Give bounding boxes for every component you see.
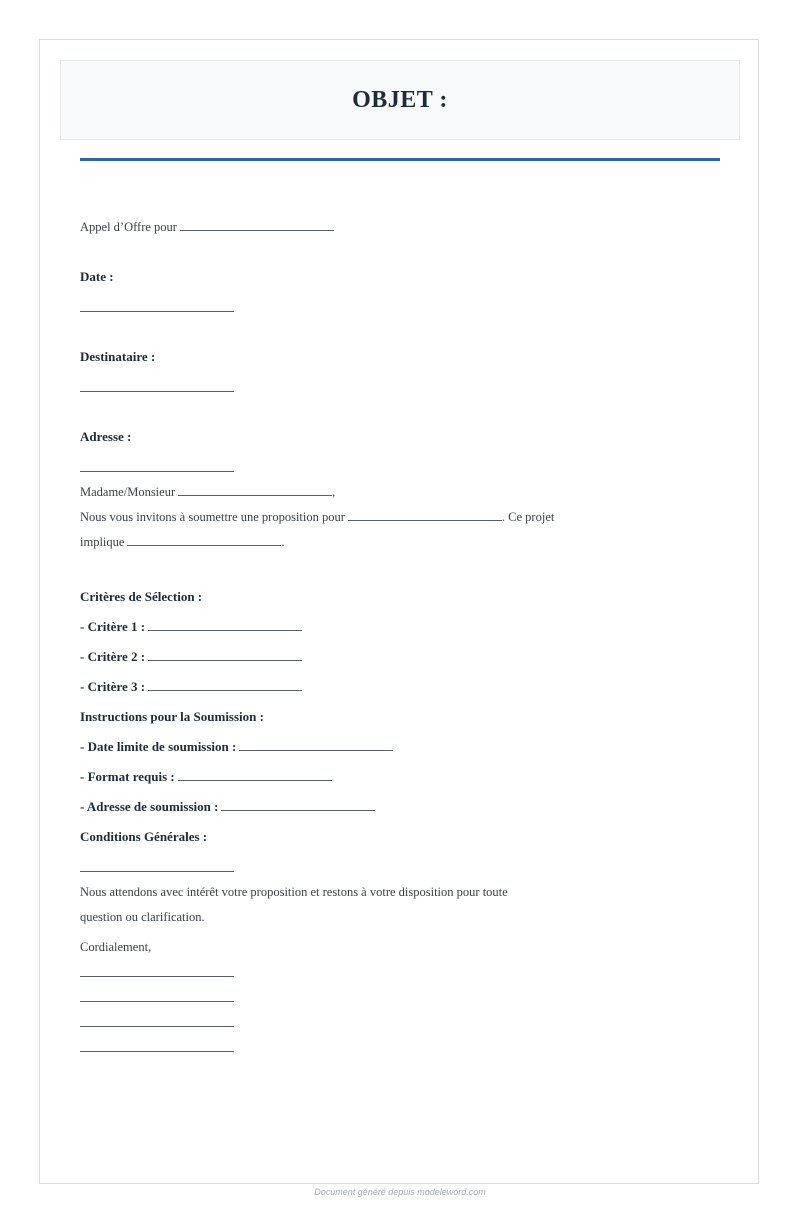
implique-text: implique (80, 535, 125, 549)
salutation-line (80, 484, 335, 500)
conditions-blank[interactable] (80, 871, 234, 872)
date-limite-blank[interactable] (239, 739, 393, 751)
critere-2-label: - Critère 2 : (80, 649, 146, 664)
invite-suffix: . Ce projet (501, 510, 555, 524)
critere-3-line (80, 679, 302, 695)
implique-blank[interactable] (127, 534, 281, 546)
page-title: OBJET : (352, 86, 448, 113)
signature-line-3[interactable] (80, 1026, 234, 1027)
invite-line (80, 509, 554, 525)
signature-line-2[interactable] (80, 1001, 234, 1002)
critere-1-blank[interactable] (148, 619, 302, 631)
critere-2-line (80, 649, 302, 665)
date-blank[interactable] (80, 311, 234, 312)
destinataire-blank[interactable] (80, 391, 234, 392)
format-requis-line (80, 769, 332, 785)
conditions-heading: Conditions Générales : (80, 829, 208, 844)
salutation-blank[interactable] (178, 484, 332, 496)
implique-suffix: . (281, 535, 285, 549)
critere-3-blank[interactable] (148, 679, 302, 691)
title-banner (60, 60, 740, 140)
appel-offre-blank[interactable] (180, 219, 334, 231)
cordialement-text: Cordialement, (80, 940, 152, 954)
instructions-heading: Instructions pour la Soumission : (80, 709, 264, 724)
date-limite-label: - Date limite de soumission : (80, 739, 237, 754)
format-requis-blank[interactable] (178, 769, 332, 781)
adresse-soumission-blank[interactable] (221, 799, 375, 811)
critere-1-label: - Critère 1 : (80, 619, 146, 634)
adresse-soumission-line (80, 799, 375, 815)
date-limite-line (80, 739, 393, 755)
signature-line-1[interactable] (80, 976, 234, 977)
salutation-suffix: , (332, 485, 336, 499)
footer-credit: Document généré depuis modeleword.com (314, 1187, 486, 1197)
closing-line-2: question ou clarification. (80, 910, 205, 924)
salutation-label: Madame/Monsieur (80, 485, 176, 499)
invite-blank[interactable] (348, 509, 502, 521)
critere-1-line (80, 619, 302, 635)
criteres-heading: Critères de Sélection : (80, 589, 203, 604)
signature-line-4[interactable] (80, 1051, 234, 1052)
appel-offre-label: Appel d’Offre pour (80, 220, 177, 234)
closing-line-1: Nous attendons avec intérêt votre proposition et restons à votre disposition pour toute (80, 885, 508, 899)
critere-3-label: - Critère 3 : (80, 679, 146, 694)
critere-2-blank[interactable] (148, 649, 302, 661)
document-page (39, 39, 759, 1184)
format-requis-label: - Format requis : (80, 769, 175, 784)
title-divider (80, 158, 720, 161)
destinataire-label: Destinataire : (80, 349, 156, 364)
implique-line (80, 534, 285, 550)
adresse-soumission-label: - Adresse de soumission : (80, 799, 219, 814)
invite-text: Nous vous invitons à soumettre une proposition pour (80, 510, 345, 524)
adresse-label: Adresse : (80, 429, 132, 444)
date-label: Date : (80, 269, 114, 284)
adresse-blank[interactable] (80, 471, 234, 472)
appel-offre-line (80, 219, 334, 235)
